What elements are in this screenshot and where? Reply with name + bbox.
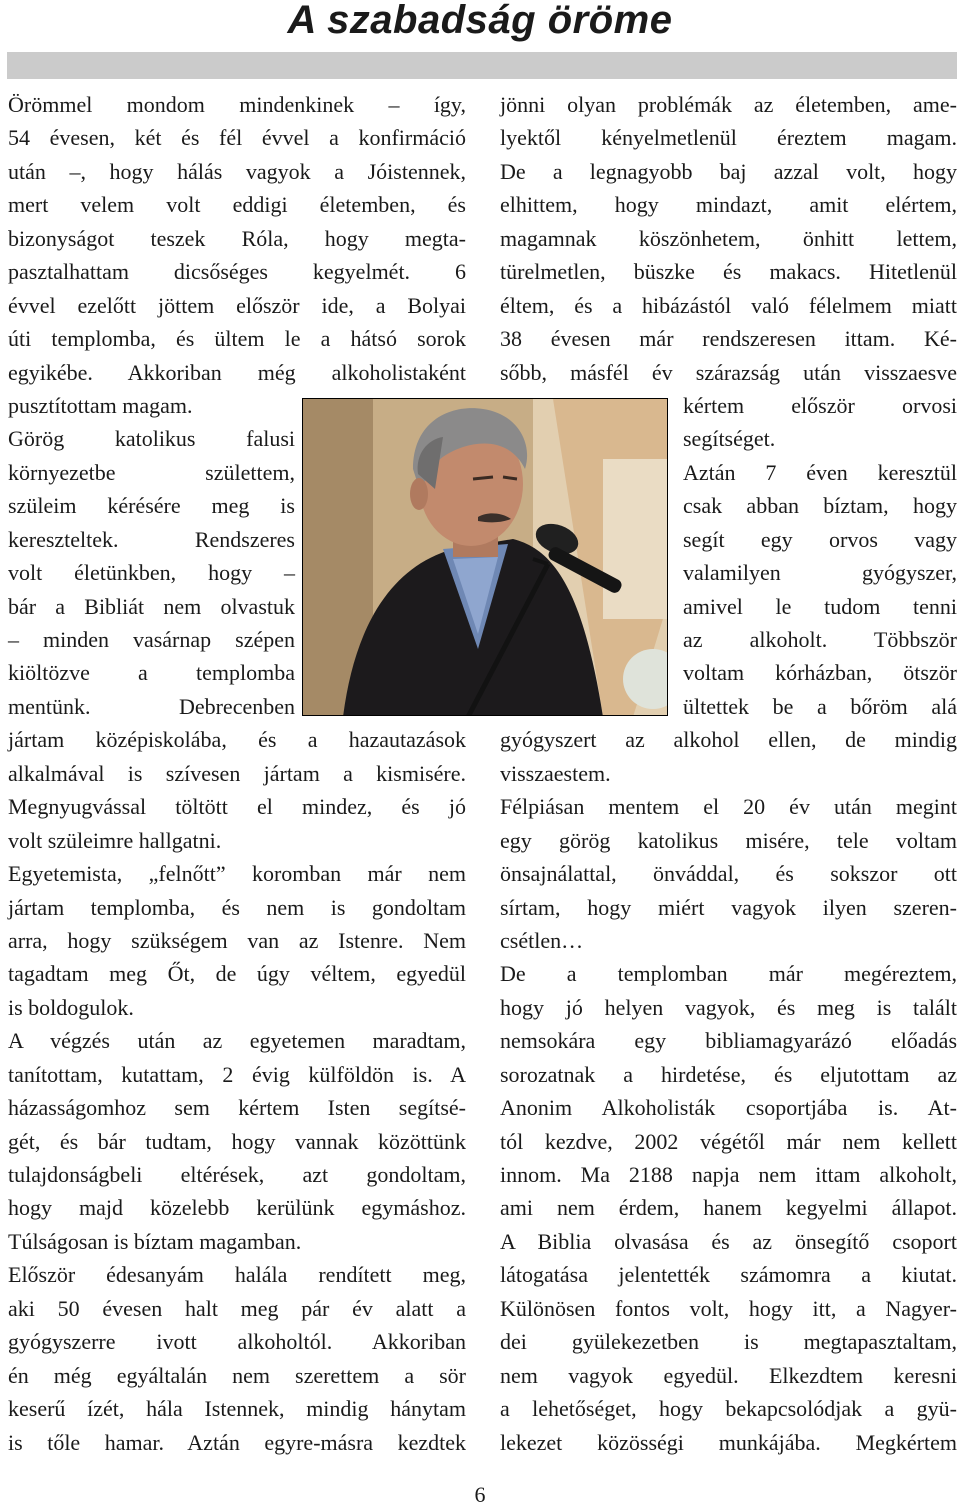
left-column-line: gyógyszerre ivott alkoholtól. Akkoriban xyxy=(8,1329,466,1355)
left-column-line: Görög katolikus falusi xyxy=(8,426,295,452)
left-column-line: – minden vasárnap szépen xyxy=(8,627,295,652)
right-column-line: sőbb, másfél év szárazság után visszaesve xyxy=(500,359,957,385)
right-column-line: Félpiásan mentem el 20 év után megint xyxy=(500,794,957,820)
left-column-line: gét, és bár tudtam, hogy vannak közöttünk xyxy=(8,1128,466,1154)
right-column-line: önsajnálattal, önváddal, és sokszor ott xyxy=(500,861,957,887)
right-column-line: sírtam, hogy miért vagyok ilyen szeren- xyxy=(500,894,957,920)
right-column-line: elhittem, hogy mindazt, amit elértem, xyxy=(500,192,957,218)
right-column-line: sorozatnak a hirdetése, és eljutottam az xyxy=(500,1061,957,1087)
left-column-line: mert velem volt eddigi életemben, és xyxy=(8,192,466,218)
right-column-line: De a legnagyobb baj azzal volt, hogy xyxy=(500,158,957,184)
left-column-line: én még egyáltalán nem szerettem a sör xyxy=(8,1362,466,1388)
left-column-line: bizonyságot teszek Róla, hogy megta- xyxy=(8,225,466,251)
left-column-line: volt szüleimre hallgatni. xyxy=(8,827,222,853)
right-column-line: az alkoholt. Többször xyxy=(683,627,957,652)
left-column-line: tagadtam meg Őt, de úgy véltem, egyedül xyxy=(8,961,466,987)
title-underline-bar xyxy=(7,52,957,79)
left-column-line: keserű ízét, hála Istennek, mindig hánytam xyxy=(8,1396,466,1422)
left-column-line: kereszteltek. Rendszeres xyxy=(8,526,295,552)
right-column-line: magamnak köszönhetem, önhitt lettem, xyxy=(500,225,957,251)
right-column-line: lyektől kényelmetlenül éreztem magam. xyxy=(500,125,957,151)
left-column-line: volt életünkben, hogy – xyxy=(8,560,295,586)
left-column-line: tulajdonságbeli eltérések, azt gondoltam, xyxy=(8,1162,466,1187)
left-column-line: mentünk. Debrecenben xyxy=(8,693,295,719)
left-column-line: környezetbe születtem, xyxy=(8,459,295,485)
right-column-line: látogatása jelentették számomra a kiutat. xyxy=(500,1262,957,1288)
right-column-line: csak abban bíztam, hogy xyxy=(683,493,957,519)
left-column-line: Túlságosan is bíztam magamban. xyxy=(8,1228,302,1254)
right-column-line: jönni olyan problémák az életemben, ame- xyxy=(500,92,957,117)
right-column-line: kértem először orvosi xyxy=(683,392,957,418)
right-column-line: ültettek be a bőröm alá xyxy=(683,693,957,719)
right-column-line: segít egy orvos vagy xyxy=(683,526,957,552)
right-column-line: nemsokára egy bibliamagyarázó előadás xyxy=(500,1028,957,1054)
right-column-line: éltem, és a hibázástól való félelmem miatt xyxy=(500,292,957,318)
left-column-line: alkalmával is szívesen jártam a kismisére. xyxy=(8,760,466,786)
left-column-line: jártam templomba, és nem is gondoltam xyxy=(8,894,466,920)
speaker-photo xyxy=(302,398,668,716)
right-column-line: gyógyszert az alkohol ellen, de mindig xyxy=(500,727,957,753)
left-column-line: pasztalhattam dicsőséges kegyelmét. 6 xyxy=(8,259,466,285)
right-column-line: Különösen fontos volt, hogy itt, a Nagyer- xyxy=(500,1295,957,1321)
left-column-line: után –, hogy hálás vagyok a Jóistennek, xyxy=(8,158,466,184)
left-column-line: aki 50 évesen halt meg pár év alatt a xyxy=(8,1295,466,1321)
article-title: A szabadság öröme xyxy=(287,0,673,42)
left-column-line: kiöltözve a templomba xyxy=(8,660,295,686)
left-column-line: Örömmel mondom mindenkinek – így, xyxy=(8,92,466,117)
left-column-line: évvel ezelőtt jöttem először ide, a Bolyai xyxy=(8,292,466,318)
right-column-line: innom. Ma 2188 napja nem ittam alkoholt, xyxy=(500,1162,957,1187)
right-column-line: dei gyülekezetben is megtapasztaltam, xyxy=(500,1329,957,1355)
left-column-line: egyikébe. Akkoriban még alkoholistaként xyxy=(8,359,466,385)
left-column-line: Egyetemista, „felnőtt” koromban már nem xyxy=(8,861,466,887)
right-column-line: Aztán 7 éven keresztül xyxy=(683,459,957,485)
left-column-line: is boldogulok. xyxy=(8,994,134,1020)
left-column xyxy=(8,88,466,1459)
left-column-line: szüleim kérésére meg is xyxy=(8,493,295,519)
left-column-line: Megnyugvással töltött el mindez, és jó xyxy=(8,794,466,820)
right-column-line: a lehetőséget, hogy bekapcsolódjak a gyü- xyxy=(500,1396,957,1422)
left-column-line: jártam középiskolába, és a hazautazások xyxy=(8,727,466,753)
left-column-line: arra, hogy szükségem van az Istenre. Nem xyxy=(8,927,466,953)
left-column-line: úti templomba, és ültem le a hátsó sorok xyxy=(8,326,466,352)
left-column-line: 54 évesen, két és fél évvel a konfirmáció xyxy=(8,125,466,151)
left-column-line: A végzés után az egyetemen maradtam, xyxy=(8,1028,466,1054)
right-column-line: csétlen… xyxy=(500,927,584,953)
page-number: 6 xyxy=(474,1482,486,1507)
left-column-line: Először édesanyám halála rendített meg, xyxy=(8,1262,466,1288)
right-column-line: Anonim Alkoholisták csoportjába is. At- xyxy=(500,1095,957,1121)
right-column-line: voltam kórházban, ötször xyxy=(683,660,957,686)
right-column-line: nem vagyok egyedül. Elkezdtem keresni xyxy=(500,1362,957,1388)
right-column-line: 38 évesen már rendszeresen ittam. Ké- xyxy=(500,326,957,352)
right-column-line: valamilyen gyógyszer, xyxy=(683,560,957,586)
left-column-line: tanítottam, kutattam, 2 évig külföldön is. A xyxy=(8,1061,466,1087)
right-column-line: ami nem érdem, hanem kegyelmi állapot. xyxy=(500,1195,957,1221)
left-column-line: házasságomhoz sem kértem Isten segítsé- xyxy=(8,1095,466,1121)
right-column-line: tól kezdve, 2002 végétől már nem kellett xyxy=(500,1128,957,1154)
left-column-line: is tőle hamar. Aztán egyre-másra kezdtek xyxy=(8,1429,466,1455)
right-column-line: visszaestem. xyxy=(500,760,611,786)
right-column-line: türelmetlen, büszke és makacs. Hitetlenül xyxy=(500,259,957,285)
right-column xyxy=(500,88,957,1459)
right-column-line: lekezet közösségi munkájába. Megkértem xyxy=(500,1429,957,1455)
speaker-photo-icon xyxy=(303,399,668,716)
left-column-line: pusztítottam magam. xyxy=(8,392,193,418)
right-column-line: segítséget. xyxy=(683,426,776,452)
right-column-line: De a templomban már megéreztem, xyxy=(500,961,957,987)
right-column-line: A Biblia olvasása és az önsegítő csoport xyxy=(500,1228,957,1254)
left-column-line: hogy majd közelebb kerülünk egymáshoz. xyxy=(8,1195,466,1221)
right-column-line: hogy jó helyen vagyok, és meg is talált xyxy=(500,994,957,1020)
right-column-line: egy görög katolikus misére, tele voltam xyxy=(500,827,957,853)
right-column-line: amivel le tudom tenni xyxy=(683,593,957,619)
left-column-line: bár a Bibliát nem olvastuk xyxy=(8,593,295,619)
